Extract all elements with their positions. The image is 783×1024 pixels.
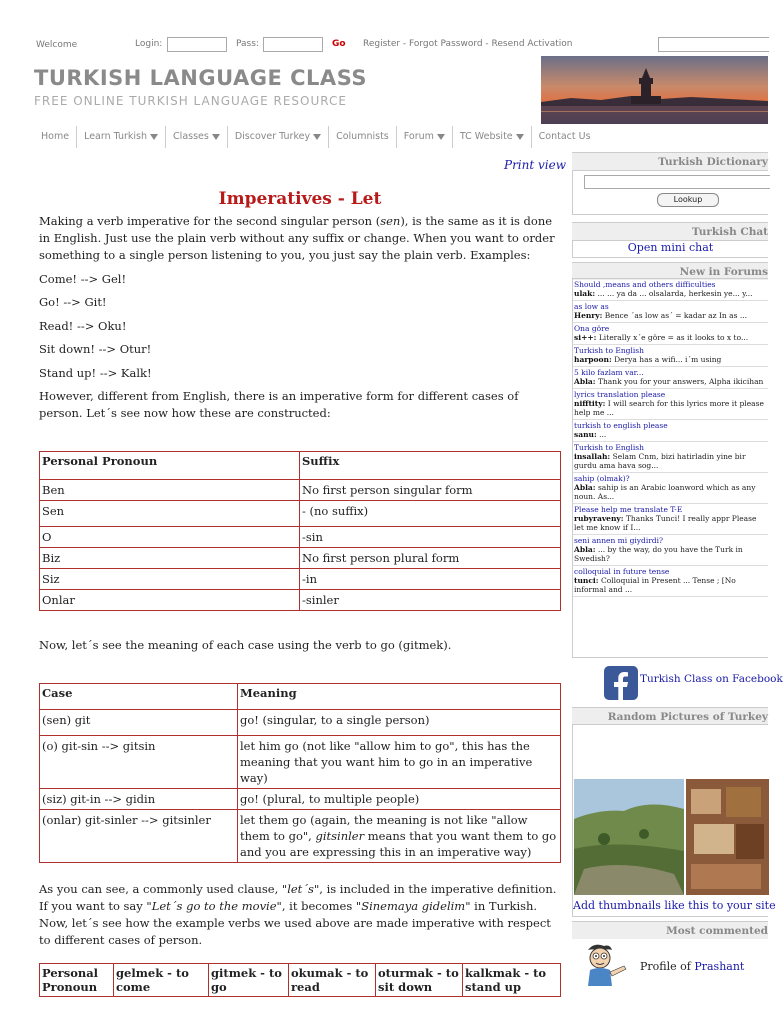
verbs-table-container bbox=[39, 963, 563, 994]
forums-header: New in Forums bbox=[572, 262, 768, 280]
para4-sinemaya: Sinemaya gidelim bbox=[361, 899, 466, 913]
table-row bbox=[40, 789, 561, 810]
account-links[interactable]: Register - Forgot Password - Resend Activation bbox=[363, 39, 573, 49]
forum-author: tunci: bbox=[574, 576, 599, 585]
nav-tc-website[interactable] bbox=[453, 126, 532, 148]
forum-excerpt bbox=[574, 355, 768, 364]
forum-item[interactable] bbox=[573, 504, 768, 535]
pass-label: Pass: bbox=[236, 39, 259, 49]
nav-label: Learn Turkish bbox=[84, 131, 148, 142]
chat-box bbox=[572, 240, 768, 258]
lookup-button[interactable]: Lookup bbox=[657, 193, 719, 207]
forum-item[interactable] bbox=[573, 442, 768, 473]
intro-text: ), is the same as it is done in English. Just use the plain verb without any suffix or change. When you want to order something to a single person listening to you, you just say the plain verb. Examples: bbox=[39, 214, 555, 262]
forum-topic-link[interactable]: 5 kilo fazlam var... bbox=[574, 368, 644, 377]
search-input[interactable] bbox=[658, 37, 769, 52]
table-cell: go! (plural, to multiple people) bbox=[238, 789, 561, 810]
forum-excerpt bbox=[574, 514, 768, 532]
forum-text: Literally x´e göre = as it looks to x to... bbox=[598, 333, 749, 342]
forum-topic-link[interactable]: Turkish to English bbox=[574, 346, 644, 355]
forum-text: Thank you for your answers, Alpha ikicihan bbox=[597, 377, 764, 386]
random-picture-1[interactable] bbox=[574, 779, 684, 895]
forum-item[interactable] bbox=[573, 389, 768, 420]
table-row bbox=[40, 569, 561, 590]
forum-topic-link[interactable]: Turkish to English bbox=[574, 443, 644, 452]
table-cell: let him go (not like "allow him to go", this has the meaning that you want him to go in an imperative way) bbox=[238, 736, 561, 789]
password-input[interactable] bbox=[263, 37, 323, 52]
forum-item[interactable] bbox=[573, 420, 768, 442]
forum-item[interactable] bbox=[573, 345, 768, 367]
forum-text: Selam Cnm, bizi hatirladin yine bir gurdu ama hava sog... bbox=[574, 452, 746, 470]
nav-label: TC Website bbox=[459, 131, 513, 142]
para4-text: ", it becomes " bbox=[276, 899, 362, 913]
forum-item[interactable] bbox=[573, 279, 768, 301]
table-cell: (o) git-sin --> gitsin bbox=[40, 736, 238, 789]
forum-author: si++: bbox=[574, 333, 597, 342]
table-header: Suffix bbox=[300, 452, 561, 480]
page-title: Imperatives - Let bbox=[218, 189, 382, 209]
forum-author: sanu: bbox=[574, 430, 597, 439]
forum-excerpt bbox=[574, 430, 768, 439]
para4-text: " in Turkish. Now, let´s see how the example verbs we used above are made imperative with respect to different cases of person. bbox=[39, 899, 551, 947]
nav-label: Classes bbox=[173, 131, 209, 142]
profile-line bbox=[640, 960, 744, 973]
table-cell: Siz bbox=[40, 569, 300, 590]
most-commented-header: Most commented bbox=[572, 921, 768, 939]
table-header: gitmek - to go bbox=[209, 964, 289, 997]
table-cell: Biz bbox=[40, 548, 300, 569]
forum-item[interactable] bbox=[573, 535, 768, 566]
header-banner-image bbox=[541, 56, 768, 124]
forum-text: ... by the way, do you have the Turk in Swedish? bbox=[574, 545, 743, 563]
forum-topic-link[interactable]: as low as bbox=[574, 302, 609, 311]
table-cell: (sen) git bbox=[40, 710, 238, 736]
forum-text: Derya has a wifi... i´m using bbox=[614, 355, 722, 364]
profile-of-label: Profile of bbox=[640, 960, 691, 973]
forum-excerpt bbox=[574, 333, 768, 342]
forum-author: Abla: bbox=[574, 545, 596, 554]
intro-text: Making a verb imperative for the second singular person ( bbox=[39, 214, 381, 228]
forum-item[interactable] bbox=[573, 323, 768, 345]
forum-author: rubyraveny: bbox=[574, 514, 624, 523]
nav-label: Columnists bbox=[336, 131, 389, 142]
forum-excerpt bbox=[574, 452, 768, 470]
facebook-link[interactable]: Turkish Class on Facebook bbox=[640, 673, 783, 685]
table-row bbox=[40, 810, 561, 863]
forum-item[interactable] bbox=[573, 367, 768, 389]
table-cell: -sinler bbox=[300, 590, 561, 611]
forum-text: I will search for this lyrics more it please help me ... bbox=[574, 399, 764, 417]
forum-item[interactable] bbox=[573, 301, 768, 323]
example-line: Stand up! --> Kalk! bbox=[39, 366, 152, 380]
nav-contact-us[interactable] bbox=[532, 126, 598, 148]
nav-columnists[interactable] bbox=[329, 126, 397, 148]
profile-name-link[interactable]: Prashant bbox=[694, 960, 745, 973]
table-row bbox=[40, 710, 561, 736]
forum-author: ulak: bbox=[574, 289, 596, 298]
para4-text: As you can see, a commonly used clause, " bbox=[39, 882, 288, 896]
facebook-icon[interactable] bbox=[604, 666, 638, 700]
forum-excerpt bbox=[574, 483, 768, 501]
table-header: kalkmak - to stand up bbox=[463, 964, 561, 997]
forum-item[interactable] bbox=[573, 473, 768, 504]
suffix-table bbox=[39, 451, 561, 611]
italic-term: gitsinler bbox=[315, 829, 365, 843]
example-line: Go! --> Git! bbox=[39, 295, 107, 309]
dictionary-header: Turkish Dictionary bbox=[572, 152, 768, 170]
forum-excerpt bbox=[574, 545, 768, 563]
nav-label: Home bbox=[41, 131, 70, 142]
most-commented-box bbox=[572, 938, 768, 988]
table-cell: No first person plural form bbox=[300, 548, 561, 569]
nav-label: Discover Turkey bbox=[234, 131, 311, 142]
forum-excerpt bbox=[574, 576, 768, 594]
table-cell: -in bbox=[300, 569, 561, 590]
table-row bbox=[40, 590, 561, 611]
table-cell: O bbox=[40, 527, 300, 548]
paragraph-2: However, different from English, there is an imperative form for different cases of person. Let´s see now how these are constructed: bbox=[39, 389, 519, 420]
random-pictures-box bbox=[572, 724, 776, 917]
table-row bbox=[40, 736, 561, 789]
table-cell: Ben bbox=[40, 480, 300, 501]
dictionary-input[interactable] bbox=[584, 175, 770, 189]
table-header: Personal Pronoun bbox=[40, 964, 114, 997]
forum-excerpt bbox=[574, 289, 768, 298]
nav-learn-turkish[interactable] bbox=[77, 126, 166, 148]
table-header: gelmek - to come bbox=[114, 964, 209, 997]
table-cell: (onlar) git-sinler --> gitsinler bbox=[40, 810, 238, 863]
forum-excerpt bbox=[574, 399, 768, 417]
table-cell: (siz) git-in --> gidin bbox=[40, 789, 238, 810]
nav-home[interactable] bbox=[34, 126, 77, 148]
table-header: oturmak - to sit down bbox=[376, 964, 463, 997]
table-cell: No first person singular form bbox=[300, 480, 561, 501]
nav-discover-turkey[interactable] bbox=[228, 126, 329, 148]
table-header: okumak - to read bbox=[289, 964, 376, 997]
forum-text: ... bbox=[599, 430, 607, 439]
forum-item[interactable] bbox=[573, 566, 768, 597]
para4-text: ", is included in the imperative definition. If you want to say " bbox=[39, 882, 557, 913]
table-cell: go! (singular, to a single person) bbox=[238, 710, 561, 736]
intro-paragraph bbox=[39, 213, 564, 264]
forum-author: harpoon: bbox=[574, 355, 612, 364]
table-header: Case bbox=[40, 684, 238, 710]
login-input[interactable] bbox=[167, 37, 227, 52]
paragraph-3: Now, let´s see the meaning of each case using the verb to go (gitmek). bbox=[39, 638, 452, 652]
chevron-down-icon bbox=[150, 134, 158, 140]
table-row bbox=[40, 480, 561, 501]
nav-label: Forum bbox=[403, 131, 434, 142]
example-line: Sit down! --> Otur! bbox=[39, 342, 152, 356]
random-picture-2[interactable] bbox=[686, 779, 769, 895]
welcome-text: Welcome bbox=[36, 40, 78, 50]
para4-movie: Let´s go to the movie bbox=[151, 899, 277, 913]
para4-lets: let´s bbox=[287, 882, 314, 896]
chevron-down-icon bbox=[313, 134, 321, 140]
forum-text: Colloquial in Present ... Tense ; [No informal and ... bbox=[574, 576, 736, 594]
table-cell: Sen bbox=[40, 501, 300, 527]
forum-excerpt bbox=[574, 311, 768, 320]
top-bar bbox=[0, 37, 768, 55]
random-pictures-header: Random Pictures of Turkey bbox=[572, 707, 768, 725]
table-cell: -sin bbox=[300, 527, 561, 548]
forum-author: Abla: bbox=[574, 377, 596, 386]
cartoon-avatar-icon bbox=[580, 942, 630, 986]
intro-sen: sen bbox=[380, 214, 401, 228]
table-header: Meaning bbox=[238, 684, 561, 710]
meaning-table bbox=[39, 683, 561, 863]
forum-topic-link[interactable]: colloquial in future tense bbox=[574, 567, 670, 576]
chevron-down-icon bbox=[212, 134, 220, 140]
forum-text: Bence ´as low as´ = kadar az In as ... bbox=[604, 311, 747, 320]
nav-forum[interactable] bbox=[397, 126, 453, 148]
table-row bbox=[40, 548, 561, 569]
forum-text: Thanks Tunci! I really appr Please let me know if I... bbox=[574, 514, 757, 532]
verbs-table bbox=[39, 963, 561, 997]
forum-topic-link[interactable]: Should ,means and others difficulties bbox=[574, 280, 716, 289]
dictionary-box bbox=[572, 170, 768, 215]
main-nav bbox=[34, 126, 598, 150]
forum-topic-link[interactable]: seni annen mi giydirdi? bbox=[574, 536, 664, 545]
forum-topic-link[interactable]: Ona göre bbox=[574, 324, 610, 333]
forums-list bbox=[572, 278, 768, 658]
forum-topic-link[interactable]: Please help me translate T-E bbox=[574, 505, 683, 514]
forum-topic-link[interactable]: sahip (olmak)? bbox=[574, 474, 630, 483]
forum-text: sahip is an Arabic loanword which as any noun. As... bbox=[574, 483, 756, 501]
open-mini-chat-link[interactable]: Open mini chat bbox=[627, 241, 714, 254]
table-row bbox=[40, 527, 561, 548]
chat-header: Turkish Chat bbox=[572, 222, 768, 240]
chevron-down-icon bbox=[437, 134, 445, 140]
table-row bbox=[40, 501, 561, 527]
table-header: Personal Pronoun bbox=[40, 452, 300, 480]
forum-author: nifftity: bbox=[574, 399, 606, 408]
forum-author: Henry: bbox=[574, 311, 603, 320]
example-line: Come! --> Gel! bbox=[39, 272, 127, 286]
forum-excerpt bbox=[574, 377, 768, 386]
forum-text: ... ... ya da ... olsalarda, herkesin ye... y... bbox=[597, 289, 753, 298]
paragraph-4 bbox=[39, 881, 564, 949]
forum-author: insallah: bbox=[574, 452, 611, 461]
example-line: Read! --> Oku! bbox=[39, 319, 127, 333]
add-thumbnails-link[interactable]: Add thumbnails like this to your site bbox=[573, 899, 776, 912]
nav-classes[interactable] bbox=[166, 126, 228, 148]
login-label: Login: bbox=[135, 39, 163, 49]
site-title[interactable]: TURKISH LANGUAGE CLASS bbox=[34, 66, 367, 90]
print-view-link[interactable]: Print view bbox=[504, 158, 567, 172]
go-button[interactable]: Go bbox=[332, 39, 346, 49]
forum-author: Abla: bbox=[574, 483, 596, 492]
forum-topic-link[interactable]: turkish to english please bbox=[574, 421, 668, 430]
table-cell: Onlar bbox=[40, 590, 300, 611]
table-cell: let them go (again, the meaning is not like "allow them to go", gitsinler means that you want them to go and you are expressing this in an imperative way) bbox=[238, 810, 561, 863]
site-subtitle: FREE ONLINE TURKISH LANGUAGE RESOURCE bbox=[34, 94, 347, 108]
table-cell: - (no suffix) bbox=[300, 501, 561, 527]
chevron-down-icon bbox=[516, 134, 524, 140]
nav-label: Contact Us bbox=[538, 131, 591, 142]
forum-topic-link[interactable]: lyrics translation please bbox=[574, 390, 666, 399]
